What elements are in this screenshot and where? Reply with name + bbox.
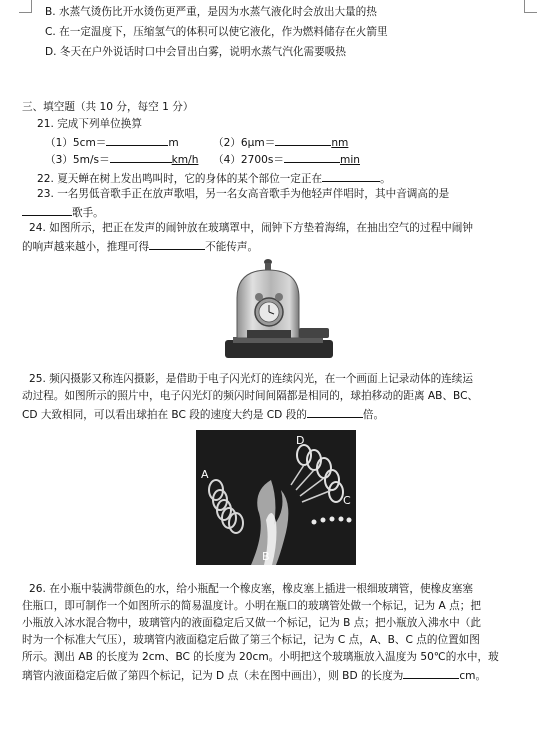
photo-label-c: C bbox=[343, 494, 351, 507]
photo-label-b: B bbox=[262, 550, 270, 563]
page-corner-mark-right bbox=[524, 0, 537, 13]
q26-line4: 时为一个标准大气压），玻璃管内液面稳定后做了第三个标记，记为 C 点，A、B、C 点的位置如图 bbox=[22, 634, 480, 646]
q25-line2: 动过程。如图所示的照片中，电子闪光灯的频闪时间间隔都是相同的，球拍移动的距离 AB、BC、 bbox=[22, 390, 479, 402]
photo-label-a: A bbox=[201, 468, 209, 481]
q26-line6-text: 璃管内液面稳定后做了第四个标记，记为 D 点（未在图中画出），则 BD 的长度为 bbox=[22, 670, 404, 682]
answer-blank[interactable] bbox=[22, 204, 72, 216]
q26-line3: 小瓶放入冰水混合物中，玻璃管内的液面稳定后又做一个标记，记为 B 点；把小瓶放入沸水中（此 bbox=[22, 617, 481, 629]
q22-text: 22. 夏天蝉在树上发出鸣叫时，它的身体的某个部位一定正在 bbox=[37, 173, 323, 185]
q23-line2 bbox=[22, 204, 104, 220]
q24-line2-end: 不能传声。 bbox=[205, 241, 259, 253]
q25-line3 bbox=[22, 406, 384, 422]
option-b: B. 水蒸气烫伤比开水烫伤更严重，是因为水蒸气液化时会放出大量的热 bbox=[45, 6, 377, 18]
q26-line6 bbox=[22, 667, 486, 683]
q22-end: 。 bbox=[380, 173, 391, 185]
option-d: D. 冬天在户外说话时口中会冒出白雾，说明水蒸气汽化需要吸热 bbox=[45, 46, 346, 58]
answer-blank[interactable] bbox=[284, 151, 340, 163]
q21-stem: 21. 完成下列单位换算 bbox=[37, 118, 142, 130]
q23-end: 歌手。 bbox=[72, 207, 104, 219]
q21-part3 bbox=[45, 151, 198, 167]
q23-line1: 23. 一名男低音歌手正在放声歌唱，另一名女高音歌手为他轻声伴唱时，其中音调高的是 bbox=[37, 188, 450, 200]
q24-line2-text: 的响声越来越小，推理可得 bbox=[22, 241, 150, 253]
q21-part1-unit: m bbox=[168, 137, 179, 149]
q21-part3-unit: km/h bbox=[171, 154, 199, 166]
q21-part2 bbox=[213, 134, 348, 150]
q26-line6-end: cm。 bbox=[459, 670, 487, 682]
q21-part2-unit: nm bbox=[331, 137, 349, 149]
answer-blank[interactable] bbox=[322, 170, 380, 182]
page-corner-mark-left bbox=[19, 0, 32, 13]
q26-line1: 26. 在小瓶中装满带颜色的水，给小瓶配一个橡皮塞，橡皮塞上插进一根细玻璃管，使橡皮塞塞 bbox=[29, 583, 473, 595]
q21-part3-prefix: （3）5m/s＝ bbox=[45, 154, 110, 166]
section-title: 三、填空题（共 10 分，每空 1 分） bbox=[22, 101, 194, 113]
q25-line3-end: 倍。 bbox=[362, 409, 385, 421]
q24-line1: 24. 如图所示，把正在发声的闹钟放在玻璃罩中，闹钟下方垫着海绵，在抽出空气的过程中闹钟 bbox=[29, 222, 473, 234]
q21-part4 bbox=[213, 151, 360, 167]
q21-part2-prefix: （2）6μm＝ bbox=[213, 137, 276, 149]
q21-part4-unit: min bbox=[340, 154, 360, 166]
photo-label-d: D bbox=[296, 434, 305, 447]
answer-blank[interactable] bbox=[110, 151, 172, 163]
q24-line2 bbox=[22, 238, 258, 254]
q22 bbox=[37, 170, 391, 186]
answer-blank[interactable] bbox=[275, 134, 331, 146]
answer-blank[interactable] bbox=[307, 406, 363, 418]
q21-part1-prefix: （1）5cm＝ bbox=[45, 137, 107, 149]
answer-blank[interactable] bbox=[149, 238, 205, 250]
q26-line5: 所示。测出 AB 的长度为 2cm、BC 的长度为 20cm。小明把这个玻璃瓶放入温度为 50℃的水中，玻 bbox=[22, 651, 499, 663]
option-c: C. 在一定温度下，压缩氢气的体积可以使它液化，作为燃料储存在火箭里 bbox=[45, 26, 388, 38]
q25-line3-text: CD 大致相同，可以看出球拍在 BC 段的速度大约是 CD 段的 bbox=[22, 409, 307, 421]
answer-blank[interactable] bbox=[106, 134, 168, 146]
answer-blank[interactable] bbox=[403, 667, 459, 679]
stroboscopic-racket-photo bbox=[196, 430, 356, 565]
q21-part4-prefix: （4）2700s＝ bbox=[213, 154, 285, 166]
q21-part1 bbox=[45, 134, 179, 150]
bell-jar-alarm-clock-figure bbox=[225, 258, 333, 361]
q26-line2: 住瓶口，即可制作一个如图所示的简易温度计。小明在瓶口的玻璃管处做一个标记，记为 A 点；把 bbox=[22, 600, 481, 612]
q25-line1: 25. 频闪摄影又称连闪摄影，是借助于电子闪光灯的连续闪光，在一个画面上记录动体的连续运 bbox=[29, 373, 473, 385]
